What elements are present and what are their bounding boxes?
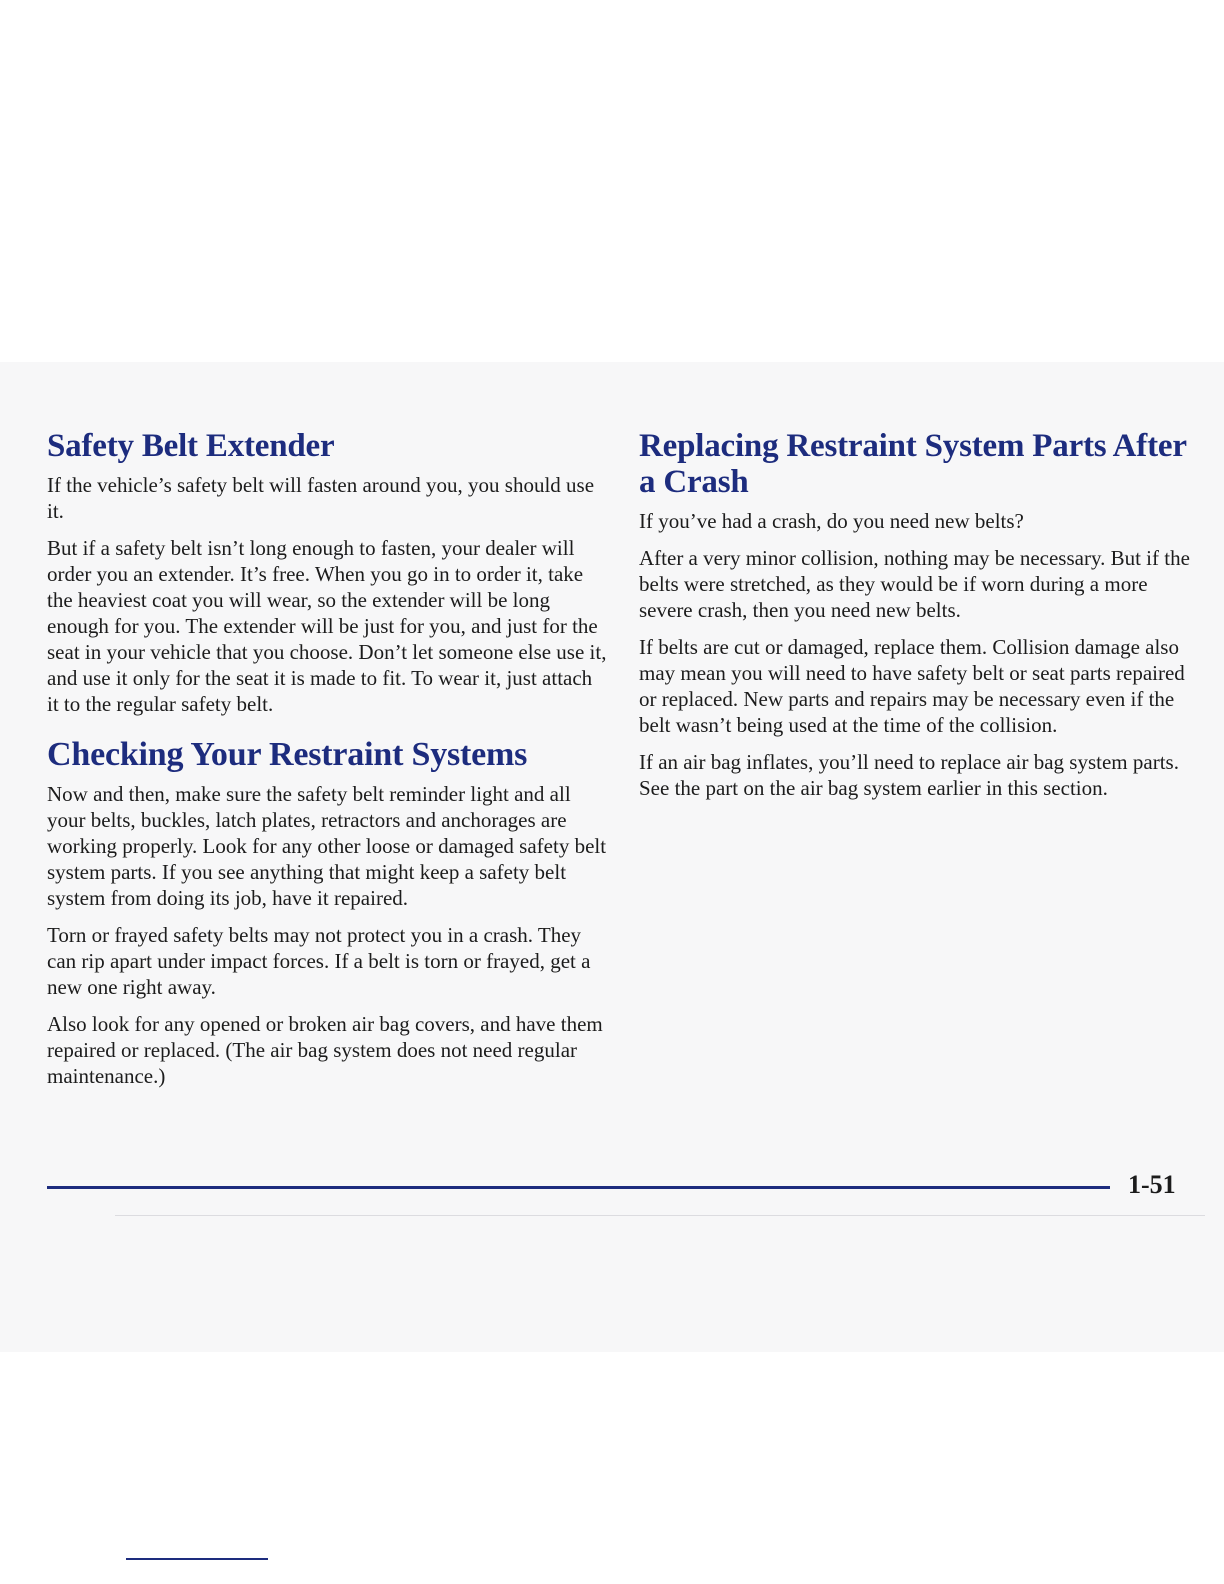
paragraph-new-belts-question: If you’ve had a crash, do you need new belts? xyxy=(639,509,1024,533)
paragraph-extender-details: But if a safety belt isn’t long enough to fasten, your dealer will order you an extender. It’s free. When you go in to order it, take the heaviest coat you will wear, so the extender will be long enough for you. The extender will be just for you, and just for the seat in your vehicle that you choose. Don’t let someone else use it, and use it only for the seat it is made to fit. To wear it, just attach it to the regular safety belt. xyxy=(47,536,607,716)
paragraph-air-bag-inflates: If an air bag inflates, you’ll need to replace air bag system parts. See the part on the air bag system earlier in this section. xyxy=(639,750,1179,800)
right-column xyxy=(639,428,1195,812)
heading-replacing-parts: Replacing Restraint System Parts After a Crash xyxy=(639,428,1187,500)
faint-divider xyxy=(115,1215,1205,1216)
left-column xyxy=(47,428,607,1100)
heading-checking-restraint-systems: Checking Your Restraint Systems xyxy=(47,736,528,773)
paragraph-checking-belts: Now and then, make sure the safety belt reminder light and all your belts, buckles, latch plates, retractors and anchorages are working properly. Look for any other loose or damaged safety belt system parts. If you see anything that might keep a safety belt system from doing its job, have it repaired. xyxy=(47,782,607,910)
paragraph-extender-intro: If the vehicle’s safety belt will fasten around you, you should use it. xyxy=(47,473,595,523)
footer-rule xyxy=(47,1186,1110,1189)
paragraph-torn-belts: Torn or frayed safety belts may not protect you in a crash. They can rip apart under impact forces. If a belt is torn or frayed, get a new one right away. xyxy=(47,923,591,999)
bottom-mark-line xyxy=(126,1558,268,1560)
paragraph-air-bag-covers: Also look for any opened or broken air bag covers, and have them repaired or replaced. (The air bag system does not need regular maintenance.) xyxy=(47,1012,603,1088)
heading-safety-belt-extender: Safety Belt Extender xyxy=(47,428,335,464)
page-number: 1-51 xyxy=(1128,1170,1176,1199)
paragraph-cut-damaged: If belts are cut or damaged, replace them. Collision damage also may mean you will need to have safety belt or seat parts repaired or replaced. New parts and repairs may be necessary even if the belt wasn’t being used at the time of the collision. xyxy=(639,635,1185,737)
paragraph-minor-collision: After a very minor collision, nothing may be necessary. But if the belts were stretched, as they would be if worn during a more severe crash, then you need new belts. xyxy=(639,546,1190,622)
